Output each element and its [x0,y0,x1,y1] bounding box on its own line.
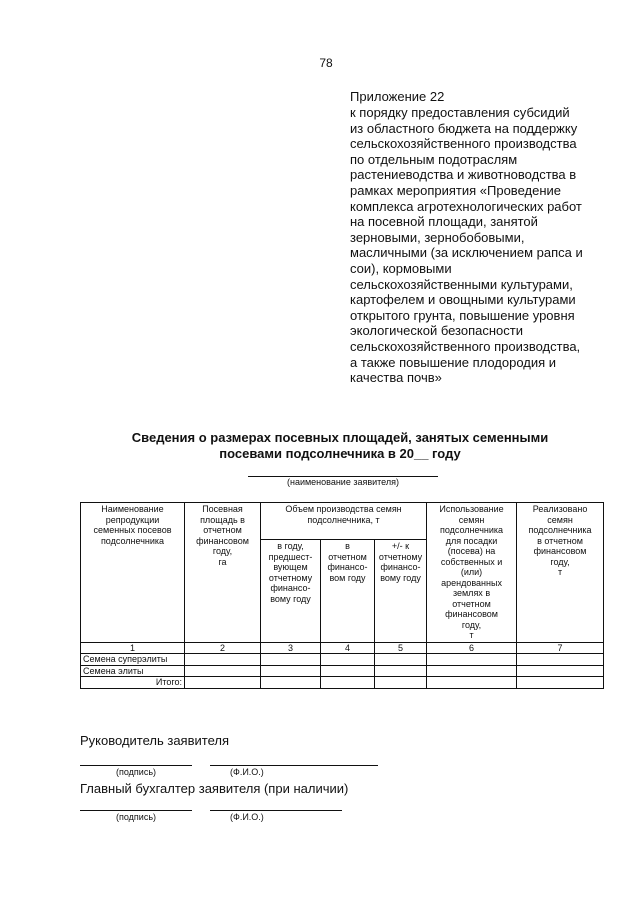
table-row [81,665,604,677]
head-title: Руководитель заявителя [80,733,229,748]
appendix-title: Приложение 22 [350,89,445,104]
table-row [81,654,604,666]
column-number: 4 [321,642,375,654]
accountant-title: Главный бухгалтер заявителя (при наличии) [80,781,349,796]
accountant-signature-line [80,810,192,811]
table-cell [427,665,517,677]
header-prev-year: в году, предшест- вующем отчетному финансо- вому году [261,540,321,642]
column-number: 3 [261,642,321,654]
table-cell [185,677,261,689]
accountant-name-line [210,810,342,811]
accountant-signature-caption: (подпись) [116,812,157,822]
table-cell [261,665,321,677]
column-number: 6 [427,642,517,654]
heading-line: посевами подсолнечника в 20__ году [219,446,461,461]
table-cell [185,665,261,677]
appendix-line: сельскохозяйственными культурами, [350,276,573,292]
appendix-line: по отдельным подотраслям [350,151,518,167]
appendix-text [350,105,612,386]
appendix-line: на посевной площади, занятой [350,214,538,230]
appendix-line: а также повышение плодородия и [350,354,557,370]
table-row [81,677,604,689]
head-name-line [210,765,378,766]
appendix-line: из областного бюджета на поддержку [350,120,578,136]
data-table [80,502,604,689]
header-name: Наименование репродукции семенных посевов подсолнечника [81,503,185,643]
table-cell [517,677,604,689]
head-signature-line [80,765,192,766]
appendix-line: растениеводства и животноводства в [350,167,577,183]
applicant-caption: (наименование заявителя) [286,477,400,487]
header-current-year: в отчетном финансо- вом году [321,540,375,642]
column-number: 2 [185,642,261,654]
header-area: Посевная площадь в отчетном финансовом году, га [185,503,261,643]
appendix-line: к порядку предоставления субсидий [350,105,570,120]
accountant-name-caption: (Ф.И.О.) [230,812,264,822]
table-cell [517,665,604,677]
appendix-line: масличными (за исключением рапса и [350,245,583,261]
appendix-line: комплекса агротехнологических работ [350,198,582,214]
table-cell [185,654,261,666]
table-cell [375,654,427,666]
page-number: 78 [319,56,333,70]
appendix-line: качества почв» [350,370,442,386]
appendix-line: сельскохозяйственного производства, [350,338,581,354]
table-cell [261,677,321,689]
column-number: 1 [81,642,185,654]
row-label: Итого: [81,677,185,689]
header-sold: Реализовано семян подсолнечника в отчетном финансовом году, т [517,503,604,643]
header-volume: Объем производства семян подсолнечника, т [261,503,427,540]
table-cell [321,677,375,689]
column-number: 7 [517,642,604,654]
appendix-line: картофелем и овощными культурами [350,292,576,308]
table-cell [321,654,375,666]
head-signature-caption: (подпись) [116,767,157,777]
table-cell [427,654,517,666]
appendix-line: открытого грунта, повышение уровня [350,307,575,323]
table-cell [375,677,427,689]
appendix-line: сои), кормовыми [350,260,452,276]
appendix-line: рамках мероприятия «Проведение [350,182,562,198]
table-cell [375,665,427,677]
table-cell [517,654,604,666]
header-difference: +/- к отчетному финансо- вому году [375,540,427,642]
table-cell [261,654,321,666]
head-name-caption: (Ф.И.О.) [230,767,264,777]
header-use: Использование семян подсолнечника для посадки (посева) на собственных и (или) арендованных землях в отчетном финансовом году, т [427,503,517,643]
row-label: Семена суперэлиты [81,654,185,666]
appendix-line: зерновыми, зернобобовыми, [350,229,525,245]
table-cell [321,665,375,677]
document-heading [80,430,600,462]
table-cell [427,677,517,689]
column-number: 5 [375,642,427,654]
appendix-line: сельскохозяйственного производства [350,136,577,152]
row-label: Семена элиты [81,665,185,677]
appendix-line: экологической безопасности [350,323,523,339]
heading-line: Сведения о размерах посевных площадей, занятых семенными [131,430,549,445]
